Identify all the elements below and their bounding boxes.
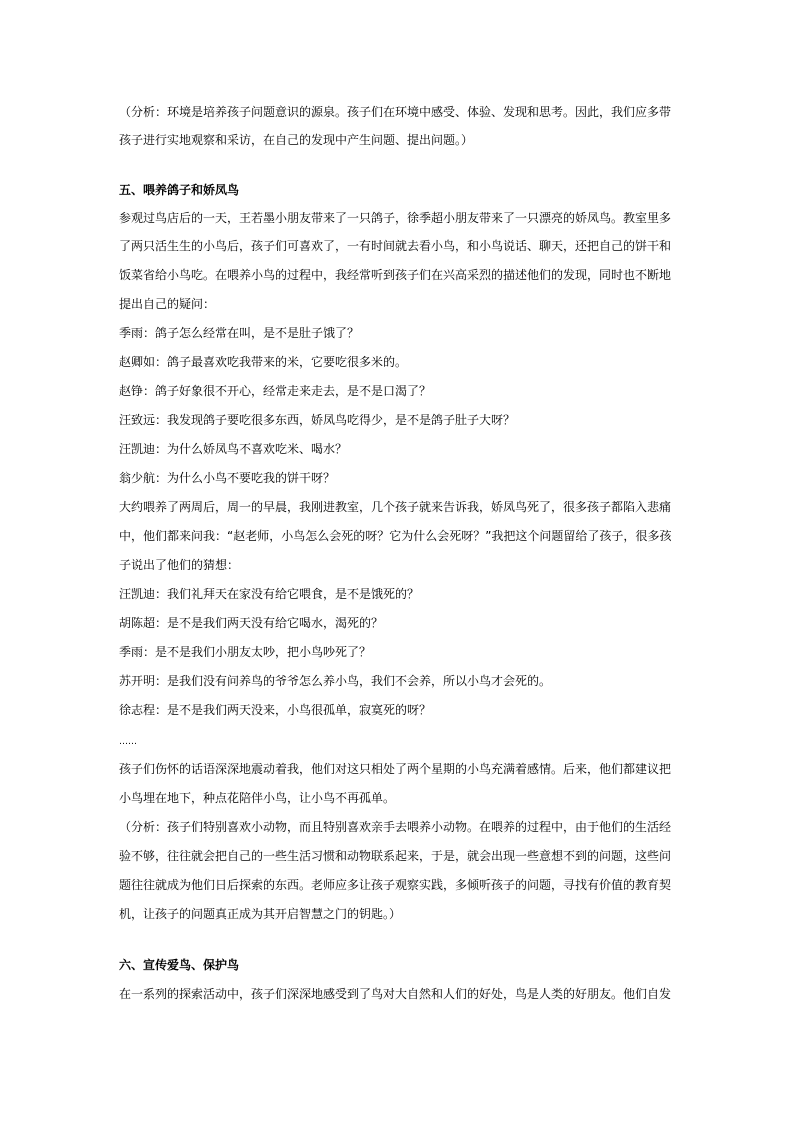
section5-analysis-line: 题往往就成为他们日后探索的东西。老师应多让孩子观察实践，多倾听孩子的问题，寻找有价值的教育契 — [119, 878, 672, 892]
section5-intro-line: 参观过鸟店后的一天，王若墨小朋友带来了一只鸽子，徐季超小朋友带来了一只漂亮的娇凤鸟。教室里多 — [119, 211, 672, 225]
section4-analysis-line: （分析：环境是培养孩子问题意识的源泉。孩子们在环境中感受、体验、发现和思考。因此，我们应多带 — [119, 105, 672, 119]
section5-heading: 五、喂养鸽子和娇凤鸟 — [119, 183, 240, 197]
child-guess: 苏开明：是我们没有问养鸟的爷爷怎么养小鸟，我们不会养，所以小鸟才会死的。 — [119, 674, 552, 688]
section5-analysis-line: （分析：孩子们特别喜欢小动物，而且特别喜欢亲手去喂养小动物。在喂养的过程中，由于他们的生活经 — [119, 820, 672, 834]
section5-intro-line: 饭菜省给小鸟吃。在喂养小鸟的过程中，我经常听到孩子们在兴高采烈的描述他们的发现，同时也不断地 — [119, 268, 672, 282]
section5-story-line: 子说出了他们的猜想： — [119, 558, 240, 572]
section5-conclusion-line: 孩子们伤怀的话语深深地震动着我，他们对这只相处了两个星期的小鸟充满着感情。后来，他们都建议把 — [119, 762, 672, 776]
section5-story-line: 大约喂养了两周后，周一的早晨，我刚进教室，几个孩子就来告诉我，娇凤鸟死了，很多孩子都陷入悲痛 — [119, 500, 672, 514]
section5-story-line: 中，他们都来问我：“赵老师，小鸟怎么会死的呀？它为什么会死呀？”我把这个问题留给了孩子，很多孩 — [119, 529, 672, 543]
section6-heading: 六、宣传爱鸟、保护鸟 — [119, 958, 240, 972]
section5-conclusion-line: 小鸟埋在地下，种点花陪伴小鸟，让小鸟不再孤单。 — [119, 791, 396, 805]
ellipsis: …… — [119, 737, 137, 747]
child-guess: 季雨：是不是我们小朋友太吵，把小鸟吵死了？ — [119, 645, 372, 659]
child-guess: 徐志程：是不是我们两天没来，小鸟很孤单，寂寞死的呀？ — [119, 703, 432, 717]
section5-analysis-line: 验不够，往往就会把自己的一些生活习惯和动物联系起来，于是，就会出现一些意想不到的问题，这些问 — [119, 849, 672, 863]
section6-intro-line: 在一系列的探索活动中，孩子们深深地感受到了鸟对大自然和人们的好处，鸟是人类的好朋友。他们自发 — [119, 987, 672, 1001]
section5-analysis-line: 机，让孩子的问题真正成为其开启智慧之门的钥匙。） — [119, 907, 402, 921]
child-guess: 汪凯迪：我们礼拜天在家没有给它喂食，是不是饿死的？ — [119, 587, 420, 601]
child-question: 季雨：鸽子怎么经常在叫，是不是肚子饿了？ — [119, 326, 360, 340]
child-question: 赵卿如：鸽子最喜欢吃我带来的米，它要吃很多米的。 — [119, 355, 408, 369]
child-question: 汪致远：我发现鸽子要吃很多东西，娇凤鸟吃得少，是不是鸽子肚子大呀？ — [119, 413, 516, 427]
child-question: 翁少航：为什么小鸟不要吃我的饼干呀？ — [119, 471, 336, 485]
section5-intro-line: 提出自己的疑问： — [119, 297, 216, 311]
child-question: 赵铮：鸽子好象很不开心，经常走来走去，是不是口渴了？ — [119, 384, 432, 398]
child-question: 汪凯迪：为什么娇凤鸟不喜欢吃米、喝水？ — [119, 442, 348, 456]
section4-analysis-line: 孩子进行实地观察和采访，在自己的发现中产生问题、提出问题。） — [119, 133, 474, 147]
section5-intro-line: 了两只活生生的小鸟后，孩子们可喜欢了，一有时间就去看小鸟，和小鸟说话、聊天，还把自己的饼干和 — [119, 239, 672, 253]
child-guess: 胡陈超：是不是我们两天没有给它喝水，渴死的？ — [119, 616, 384, 630]
